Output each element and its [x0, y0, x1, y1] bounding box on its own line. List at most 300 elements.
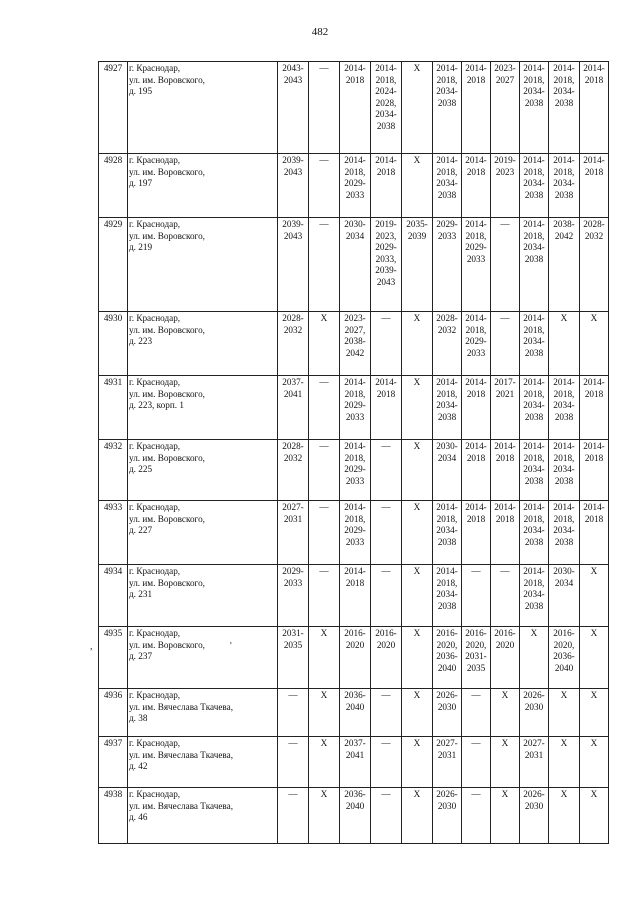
cell-line: 2014-	[583, 377, 605, 387]
period-cell	[402, 565, 433, 627]
period-cell	[340, 312, 371, 376]
cell-line: —	[319, 377, 329, 387]
stray-mark: ,	[90, 641, 93, 652]
cell-line: 2014-	[436, 566, 458, 576]
cell-line: 2014-	[523, 313, 545, 323]
cell-line: 2020,	[465, 639, 487, 650]
cell-line: X	[590, 628, 598, 638]
row-number: 4938	[99, 788, 128, 844]
period-cell	[402, 312, 433, 376]
cell-line: 2014-	[523, 502, 545, 512]
cell-line: 2014-	[375, 63, 397, 73]
period-cell	[491, 565, 520, 627]
cell-line: 2033	[466, 253, 486, 264]
table-body	[99, 62, 609, 844]
period-cell	[309, 312, 340, 376]
cell-line: 2027	[495, 74, 515, 85]
period-cell	[278, 154, 309, 218]
period-cell	[278, 218, 309, 312]
cell-line: 2029-	[344, 525, 366, 536]
cell-line: 2014-	[465, 63, 487, 73]
cell-line: X	[413, 377, 421, 387]
cell-line: 2014-	[553, 377, 575, 387]
period-cell	[462, 565, 491, 627]
period-cell	[433, 627, 462, 689]
cell-line: X	[560, 738, 568, 748]
period-cell	[433, 788, 462, 844]
cell-line: —	[319, 219, 329, 229]
cell-line: X	[413, 441, 421, 451]
table-row	[99, 376, 609, 440]
cell-line: 2018	[345, 74, 365, 85]
cell-line: 2038	[437, 189, 457, 200]
cell-line: X	[320, 313, 328, 323]
cell-line: 2021	[495, 388, 515, 399]
row-number: 4930	[99, 312, 128, 376]
address-cell	[128, 565, 278, 627]
period-cell	[371, 440, 402, 501]
period-cell	[549, 689, 580, 737]
cell-line: 2030	[437, 800, 457, 811]
address-line: д. 38	[129, 713, 148, 724]
period-cell	[491, 376, 520, 440]
cell-line: 2018,	[523, 74, 545, 85]
cell-line: 2018	[376, 166, 396, 177]
address-line: ул. им. Вячеслава Ткачева,	[129, 749, 234, 760]
cell-line: 2017-	[494, 377, 516, 387]
period-cell	[580, 218, 609, 312]
row-number: 4928	[99, 154, 128, 218]
period-cell	[371, 501, 402, 565]
address-line: ул. им. Вячеслава Ткачева,	[129, 701, 234, 712]
period-cell	[402, 737, 433, 788]
period-cell	[371, 376, 402, 440]
cell-line: X	[413, 738, 421, 748]
cell-line: 2034-	[523, 242, 545, 253]
cell-line: 2034-	[436, 178, 458, 189]
cell-line: 2034-	[523, 525, 545, 536]
row-number: 4932	[99, 440, 128, 501]
cell-line: X	[590, 738, 598, 748]
cell-line: 2018,	[523, 166, 545, 177]
cell-line: 2032	[584, 230, 604, 241]
cell-line: 2037-	[344, 738, 366, 748]
cell-line: 2014-	[465, 155, 487, 165]
cell-line: —	[319, 63, 329, 73]
cell-line: 2018,	[465, 230, 487, 241]
cell-line: X	[320, 628, 328, 638]
cell-line: 2033	[345, 536, 365, 547]
cell-line: 2016-	[553, 628, 575, 638]
period-cell	[520, 218, 549, 312]
period-cell	[520, 376, 549, 440]
cell-line: 2018,	[344, 166, 366, 177]
address-cell	[128, 689, 278, 737]
period-cell	[520, 154, 549, 218]
address-line: г. Краснодар,	[129, 219, 181, 229]
period-cell	[309, 440, 340, 501]
period-cell	[371, 218, 402, 312]
address-line: г. Краснодар,	[129, 313, 181, 323]
period-cell	[580, 154, 609, 218]
cell-line: X	[560, 690, 568, 700]
cell-line: —	[471, 690, 481, 700]
cell-line: X	[413, 313, 421, 323]
cell-line: 2029-	[375, 242, 397, 253]
cell-line: X	[320, 738, 328, 748]
period-cell	[309, 788, 340, 844]
period-cell	[549, 62, 580, 154]
period-cell	[580, 312, 609, 376]
cell-line: —	[381, 789, 391, 799]
cell-line: 2036-	[436, 651, 458, 662]
cell-line: 2032	[283, 452, 303, 463]
cell-line: 2020	[345, 639, 365, 650]
cell-line: 2038	[554, 411, 574, 422]
cell-line: 2034-	[436, 589, 458, 600]
cell-line: 2014-	[465, 502, 487, 512]
cell-line: 2029-	[465, 336, 487, 347]
cell-line: 2034-	[523, 400, 545, 411]
cell-line: 2033	[345, 189, 365, 200]
period-cell	[520, 788, 549, 844]
cell-line: 2043	[283, 74, 303, 85]
cell-line: 2018	[466, 388, 486, 399]
address-line: г. Краснодар,	[129, 63, 181, 73]
cell-line: 2030	[437, 701, 457, 712]
cell-line: 2018	[495, 513, 515, 524]
address-cell	[128, 154, 278, 218]
cell-line: 2038	[437, 97, 457, 108]
cell-line: 2038	[524, 97, 544, 108]
cell-line: —	[381, 313, 391, 323]
cell-line: 2038	[524, 253, 544, 264]
cell-line: 2029-	[436, 219, 458, 229]
cell-line: 2014-	[344, 377, 366, 387]
cell-line: 2042	[554, 230, 574, 241]
address-line: г. Краснодар,	[129, 155, 181, 165]
cell-line: —	[500, 313, 510, 323]
cell-line: 2043	[283, 230, 303, 241]
period-cell	[278, 737, 309, 788]
cell-line: 2029-	[282, 566, 304, 576]
address-cell	[128, 312, 278, 376]
cell-line: —	[381, 441, 391, 451]
period-cell	[491, 218, 520, 312]
cell-line: 2032	[437, 324, 457, 335]
cell-line: 2040	[345, 701, 365, 712]
cell-line: 2014-	[553, 155, 575, 165]
cell-line: 2038	[437, 536, 457, 547]
cell-line: 2014-	[553, 63, 575, 73]
period-cell	[371, 737, 402, 788]
cell-line: 2033	[345, 411, 365, 422]
period-cell	[278, 376, 309, 440]
period-cell	[520, 627, 549, 689]
address-line: ул. им. Воровского,	[129, 452, 205, 463]
row-number: 4936	[99, 689, 128, 737]
cell-line: 2018,	[436, 513, 458, 524]
period-cell	[491, 312, 520, 376]
cell-line: 2018	[345, 577, 365, 588]
cell-line: 2030-	[553, 566, 575, 576]
period-cell	[491, 440, 520, 501]
period-cell	[309, 565, 340, 627]
cell-line: 2014-	[436, 502, 458, 512]
period-cell	[462, 627, 491, 689]
cell-line: 2042	[345, 347, 365, 358]
cell-line: X	[560, 789, 568, 799]
cell-line: —	[319, 441, 329, 451]
cell-line: 2033	[345, 475, 365, 486]
address-line: ул. им. Вячеслава Ткачева,	[129, 800, 234, 811]
cell-line: 2031	[524, 749, 544, 760]
cell-line: 2031-	[465, 651, 487, 662]
period-cell	[278, 565, 309, 627]
cell-line: 2018,	[523, 513, 545, 524]
cell-line: 2029-	[344, 464, 366, 475]
cell-line: 2024-	[375, 86, 397, 97]
period-cell	[462, 154, 491, 218]
cell-line: X	[413, 566, 421, 576]
period-cell	[433, 312, 462, 376]
cell-line: 2018	[466, 166, 486, 177]
cell-line: X	[413, 63, 421, 73]
period-cell	[309, 62, 340, 154]
cell-line: 2035-	[406, 219, 428, 229]
period-cell	[402, 62, 433, 154]
cell-line: 2038	[524, 189, 544, 200]
table-row	[99, 440, 609, 501]
period-cell	[549, 501, 580, 565]
address-cell	[128, 501, 278, 565]
address-line: д. 219	[129, 242, 153, 253]
cell-line: 2029-	[465, 242, 487, 253]
period-cell	[520, 440, 549, 501]
period-cell	[278, 788, 309, 844]
cell-line: 2038	[554, 475, 574, 486]
cell-line: 2040	[345, 800, 365, 811]
period-cell	[340, 440, 371, 501]
cell-line: 2038	[554, 536, 574, 547]
period-cell	[402, 627, 433, 689]
period-cell	[433, 62, 462, 154]
period-cell	[520, 689, 549, 737]
cell-line: 2014-	[436, 63, 458, 73]
cell-line: 2014-	[523, 155, 545, 165]
cell-line: 2023-	[344, 313, 366, 323]
period-cell	[433, 376, 462, 440]
cell-line: 2038	[437, 411, 457, 422]
period-cell	[491, 737, 520, 788]
period-cell	[549, 788, 580, 844]
period-cell	[462, 788, 491, 844]
cell-line: 2034	[554, 577, 574, 588]
cell-line: —	[500, 219, 510, 229]
cell-line: 2027-	[436, 738, 458, 748]
cell-line: 2027-	[523, 738, 545, 748]
period-cell	[462, 376, 491, 440]
cell-line: 2018	[466, 513, 486, 524]
period-cell	[371, 788, 402, 844]
cell-line: X	[590, 566, 598, 576]
period-cell	[520, 62, 549, 154]
cell-line: X	[413, 789, 421, 799]
period-cell	[580, 501, 609, 565]
cell-line: X	[590, 789, 598, 799]
cell-line: 2034-	[553, 86, 575, 97]
cell-line: X	[560, 313, 568, 323]
cell-line: 2036-	[553, 651, 575, 662]
row-number: 4933	[99, 501, 128, 565]
table-row	[99, 312, 609, 376]
row-number: 4937	[99, 737, 128, 788]
period-cell	[309, 501, 340, 565]
cell-line: 2034-	[436, 525, 458, 536]
period-cell	[340, 737, 371, 788]
row-number: 4935	[99, 627, 128, 689]
period-cell	[491, 689, 520, 737]
period-cell	[402, 501, 433, 565]
cell-line: 2029-	[344, 400, 366, 411]
row-number: 4934	[99, 565, 128, 627]
cell-line: 2038	[524, 411, 544, 422]
period-cell	[340, 154, 371, 218]
cell-line: 2034-	[523, 336, 545, 347]
cell-line: 2023	[495, 166, 515, 177]
cell-line: 2014-	[583, 441, 605, 451]
cell-line: 2027,	[344, 324, 366, 335]
address-line: г. Краснодар,	[129, 566, 181, 576]
cell-line: 2018,	[553, 388, 575, 399]
cell-line: 2018,	[553, 513, 575, 524]
period-cell	[462, 501, 491, 565]
cell-line: 2014-	[583, 155, 605, 165]
cell-line: 2038-	[344, 336, 366, 347]
cell-line: 2014-	[523, 377, 545, 387]
cell-line: 2014-	[523, 63, 545, 73]
cell-line: 2018	[584, 452, 604, 463]
cell-line: 2043	[283, 166, 303, 177]
address-line: д. 223	[129, 336, 153, 347]
period-cell	[549, 440, 580, 501]
cell-line: 2038	[554, 97, 574, 108]
cell-line: 2034-	[436, 86, 458, 97]
cell-line: X	[320, 789, 328, 799]
table-row	[99, 218, 609, 312]
address-line: ул. им. Воровского,	[129, 577, 205, 588]
cell-line: 2027-	[282, 502, 304, 512]
address-line: ул. им. Воровского,	[129, 230, 205, 241]
cell-line: 2031-	[282, 628, 304, 638]
cell-line: 2034-	[553, 178, 575, 189]
period-cell	[340, 218, 371, 312]
cell-line: 2026-	[436, 789, 458, 799]
cell-line: 2014-	[465, 377, 487, 387]
cell-line: 2040	[437, 662, 457, 673]
cell-line: 2018,	[523, 324, 545, 335]
cell-line: 2018,	[375, 74, 397, 85]
cell-line: —	[471, 566, 481, 576]
cell-line: 2031	[283, 513, 303, 524]
address-cell	[128, 376, 278, 440]
period-cell	[462, 218, 491, 312]
address-line: д. 231	[129, 589, 153, 600]
address-cell	[128, 62, 278, 154]
period-cell	[549, 565, 580, 627]
cell-line: X	[413, 690, 421, 700]
cell-line: 2026-	[436, 690, 458, 700]
period-cell	[462, 62, 491, 154]
address-line: г. Краснодар,	[129, 502, 181, 512]
cell-line: 2014-	[344, 502, 366, 512]
period-cell	[309, 218, 340, 312]
address-line: г. Краснодар,	[129, 628, 181, 638]
cell-line: X	[590, 313, 598, 323]
period-cell	[433, 565, 462, 627]
cell-line: 2040	[554, 662, 574, 673]
cell-line: 2018	[495, 452, 515, 463]
period-cell	[278, 440, 309, 501]
cell-line: 2028-	[282, 441, 304, 451]
cell-line: 2038	[554, 189, 574, 200]
cell-line: 2035	[466, 662, 486, 673]
table-row	[99, 737, 609, 788]
cell-line: 2034-	[553, 464, 575, 475]
cell-line: 2018	[584, 74, 604, 85]
cell-line: 2034-	[523, 86, 545, 97]
cell-line: 2019-	[494, 155, 516, 165]
cell-line: 2034-	[523, 464, 545, 475]
period-cell	[371, 627, 402, 689]
cell-line: 2020,	[553, 639, 575, 650]
cell-line: 2018,	[523, 388, 545, 399]
period-cell	[580, 62, 609, 154]
period-cell	[491, 154, 520, 218]
address-cell	[128, 627, 278, 689]
cell-line: 2023-	[494, 63, 516, 73]
address-line: д. 237	[129, 651, 153, 662]
address-line: ул. им. Воровского,	[129, 388, 205, 399]
cell-line: 2014-	[344, 155, 366, 165]
cell-line: 2018,	[436, 166, 458, 177]
cell-line: 2033	[466, 347, 486, 358]
table-row	[99, 565, 609, 627]
cell-line: 2014-	[465, 313, 487, 323]
cell-line: 2043	[376, 276, 396, 287]
cell-line: 2036-	[344, 789, 366, 799]
cell-line: 2034	[345, 230, 365, 241]
cell-line: 2033	[437, 230, 457, 241]
address-cell	[128, 788, 278, 844]
period-cell	[549, 627, 580, 689]
cell-line: 2018,	[436, 577, 458, 588]
cell-line: X	[413, 155, 421, 165]
cell-line: 2014-	[344, 441, 366, 451]
cell-line: —	[471, 738, 481, 748]
period-cell	[491, 501, 520, 565]
cell-line: X	[501, 789, 509, 799]
period-cell	[278, 62, 309, 154]
table-row	[99, 62, 609, 154]
cell-line: 2039-	[282, 219, 304, 229]
address-cell	[128, 218, 278, 312]
cell-line: —	[319, 566, 329, 576]
address-line: ул. им. Воровского,	[129, 324, 205, 335]
cell-line: 2014-	[465, 441, 487, 451]
cell-line: 2030	[524, 800, 544, 811]
period-cell	[549, 737, 580, 788]
